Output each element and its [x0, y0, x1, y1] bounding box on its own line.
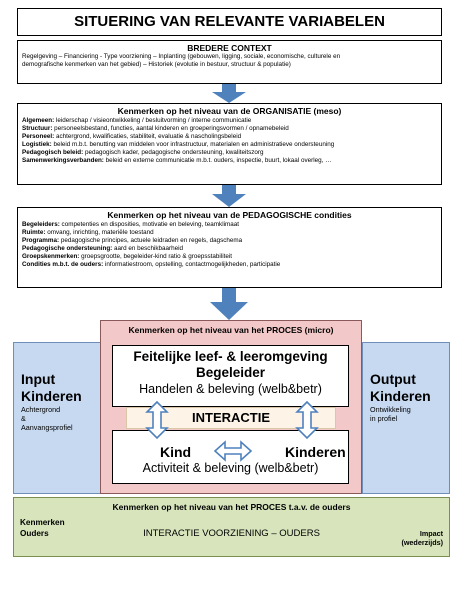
kind-label: Kind [160, 444, 192, 460]
organisatie-title: Kenmerken op het niveau van de ORGANISATIE (meso) [117, 106, 342, 116]
horizontal-double-arrow-icon [215, 442, 251, 460]
handelen-label: Handelen & beleving (welb&betr) [139, 382, 322, 396]
ouders-center: INTERACTIE VOORZIENING – OUDERS [143, 528, 320, 539]
ouders-title: Kenmerken op het niveau van het PROCES t.a.v. de ouders [112, 502, 351, 512]
proces-title: Kenmerken op het niveau van het PROCES (micro) [128, 325, 334, 335]
ouders-impact: Impact [419, 529, 443, 538]
pedagogisch-item: Begeleiders: competenties en disposities, motivatie en beleving, teamklimaat [22, 221, 239, 228]
output-title: Output [370, 371, 416, 387]
input-sub-aanvangsprofiel: Aanvangsprofiel [21, 423, 73, 432]
ouders-left-kenmerken: Kenmerken [20, 518, 65, 527]
organisatie-item: Personeel: achtergrond, kwalificaties, stabiliteit, evaluatie & nascholingsbeleid [22, 133, 242, 140]
pedagogisch-item: Pedagogische ondersteuning: aard en beschikbaarheid [22, 245, 183, 252]
pedagogisch-item: Condities m.b.t. de ouders: informatiestroom, opstelling, contactmogelijkheden, participatie [22, 261, 281, 268]
organisatie-item: Pedagogisch beleid: pedagogisch kader, pedagogische ondersteuning, kwaliteitszorg [22, 149, 264, 156]
input-sub-achtergrond: Achtergrond [21, 405, 61, 414]
page-title: SITUERING VAN RELEVANTE VARIABELEN [17, 8, 442, 36]
organisatie-item: Structuur: personeelsbestand, functies, aantal kinderen en groeperingsvormen / opnamebeleid [22, 125, 289, 132]
output-title-kinderen: Kinderen [370, 388, 431, 404]
context-line-2: demografische kenmerken van het gebied) – Historiek (evolutie in bestuur, structuur & populatie) [22, 61, 291, 69]
ouders-wederzijds: (wederzijds) [401, 538, 443, 547]
leefomgeving-title: Feitelijke leef- & leeromgeving [133, 349, 328, 364]
pedagogisch-item: Programma: pedagogische principes, actuele leidraden en regels, dagschema [22, 237, 243, 244]
pedagogisch-item: Ruimte: omvang, inrichting, materiële toestand [22, 229, 154, 236]
input-sub-amp: & [21, 414, 26, 423]
organisatie-item: Samenwerkingsverbanden: beleid en externe communicatie m.b.t. ouders, inspectie, buurt, lokaal overleg, … [22, 157, 332, 164]
organisatie-item: Algemeen: leiderschap / visieontwikkeling / besluitvorming / interne communicatie [22, 117, 252, 124]
pedagogisch-title: Kenmerken op het niveau van de PEDAGOGISCHE condities [107, 210, 352, 220]
kinderen-label: Kinderen [285, 444, 346, 460]
pedagogisch-item: Groepskenmerken: groepsgrootte, begeleider-kind ratio & groepsstabiliteit [22, 253, 233, 260]
context-line-1: Regelgeving – Financiering - Type voorziening – Inplanting (gebouwen, ligging, sociale, economische, culturele en [22, 53, 341, 60]
begeleider-label: Begeleider [195, 365, 266, 380]
organisatie-item: Logistiek: beleid m.b.t. benutting van middelen voor infrastructuur, materialen en administratieve ondersteuning [22, 141, 335, 148]
output-sub-ontwikkeling: Ontwikkeling [370, 405, 411, 414]
output-sub-profiel: in profiel [370, 414, 398, 423]
ouders-left-ouders: Ouders [20, 529, 49, 538]
context-title: BREDERE CONTEXT [187, 43, 272, 53]
input-title: Input [21, 371, 56, 387]
interactie-label: INTERACTIE [192, 410, 270, 425]
ouders-box [13, 497, 450, 557]
input-title-kinderen: Kinderen [21, 388, 82, 404]
activiteit-label: Activiteit & beleving (welb&betr) [142, 461, 319, 475]
